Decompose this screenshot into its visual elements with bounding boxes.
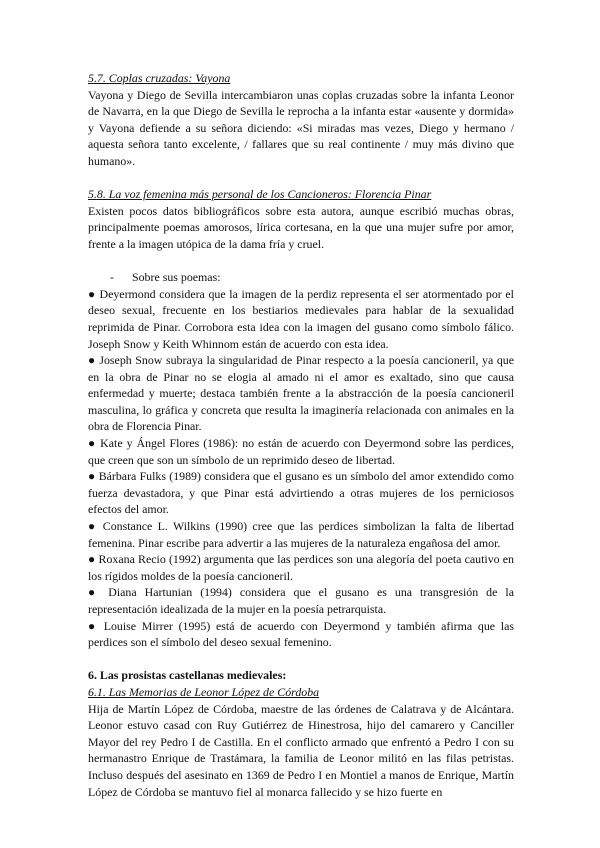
section-title-5-8: 5.8. La voz femenina más personal de los Cancioneros: Florencia Pinar	[88, 187, 432, 202]
spacer	[88, 253, 514, 270]
spacer	[88, 651, 514, 668]
poem-criticism-list	[88, 286, 514, 651]
list-item: ● Diana Hartunian (1994) considera que el gusano es una transgresión de la representación idealizada de la mujer en la poesía petrarquista.	[88, 585, 514, 616]
list-item: ● Bárbara Fulks (1989) considera que el gusano es un símbolo del amor extendido como fuerza devastadora, y que Pinar está advirtiendo a otras mujeres de los perniciosos efectos del amor.	[88, 469, 514, 517]
list-item: ● Kate y Ángel Flores (1986): no están de acuerdo con Deyermond sobre las perdices, que creen que son un símbolo de un reprimido deseo de libertad.	[88, 436, 514, 467]
section-title-6-1: 6.1. Las Memorias de Leonor López de Córdoba	[88, 684, 320, 699]
list-item: ● Joseph Snow subraya la singularidad de Pinar respecto a la poesía cancioneril, ya que en la obra de Pinar no se elogia al amado ni el amor es exaltado, sino que causa enfermedad y muerte; destaca también frente a la abstracción de la poesía cancioneril masculina, lo gráfica y concreta que resulta la imaginería relacionada con animales en la obra de Florencia Pinar.	[88, 353, 514, 434]
section-title-5-7: 5.7. Coplas cruzadas: Vayona	[88, 71, 231, 85]
list-item: ● Deyermond considera que la imagen de la perdiz representa el ser atormentado por el deseo sexual, frecuente en los bestiarios medievales para hablar de la sexualidad reprimida de Pinar. Corrobora esta idea con la imagen del gusano como símbolo fálico. Joseph Snow y Keith Whinnom están de acuerdo con esta idea.	[88, 286, 514, 351]
list-heading	[110, 269, 514, 286]
section-body-6-1: Hija de Martín López de Córdoba, maestre de las órdenes de Calatrava y de Alcántara. Leonor estuvo casad con Ruy Gutiérrez de Hinestrosa, hijo del camarero y Canciller Mayor del rey Pedro I de Castilla. En el conflicto armado que enfrentó a Pedro I con su hermanastro Enrique de Trastámara, la familia de Leonor militó en las filas petristas. Incluso después del asesinato en 1369 de Pedro I en Montiel a manos de Enrique, Martín López de Córdoba se mantuvo fiel al monarca fallecido y se hizo fuerte en	[88, 701, 514, 799]
spacer	[88, 170, 514, 187]
section-body-5-8: Existen pocos datos bibliográficos sobre esta autora, aunque escribió muchas obras, principalmente poemas amorosos, lírica cortesana, en la que una mujer sufre por amor, frente a la imagen utópica de la dama fría y cruel.	[88, 203, 514, 251]
list-heading-text: Sobre sus poemas:	[132, 270, 221, 285]
dash-marker: -	[110, 270, 114, 285]
chapter-heading-6: 6. Las prosistas castellanas medievales:	[88, 668, 287, 683]
list-item: ● Constance L. Wilkins (1990) cree que las perdices simbolizan la falta de libertad femenina. Pinar escribe para advertir a las mujeres de la naturaleza engañosa del amor.	[88, 519, 514, 550]
list-item: ● Roxana Recio (1992) argumenta que las perdices son una alegoría del poeta cautivo en los rígidos moldes de la poesía cancioneril.	[88, 552, 514, 583]
list-item: ● Louise Mirrer (1995) está de acuerdo con Deyermond y también afirma que las perdices son el símbolo del deseo sexual femenino.	[88, 618, 514, 650]
section-body-5-7: Vayona y Diego de Sevilla intercambiaron unas coplas cruzadas sobre la infanta Leonor de Navarra, en la que Diego de Sevilla le reprocha a la infanta estar «ausente y dormida» y Vayona defiende a su señora diciendo: «Si miradas mas vezes, Diego y hermano / aquesta señora tanto excelente, / fallares que su real continente / muy más divino que humano».	[88, 87, 514, 168]
